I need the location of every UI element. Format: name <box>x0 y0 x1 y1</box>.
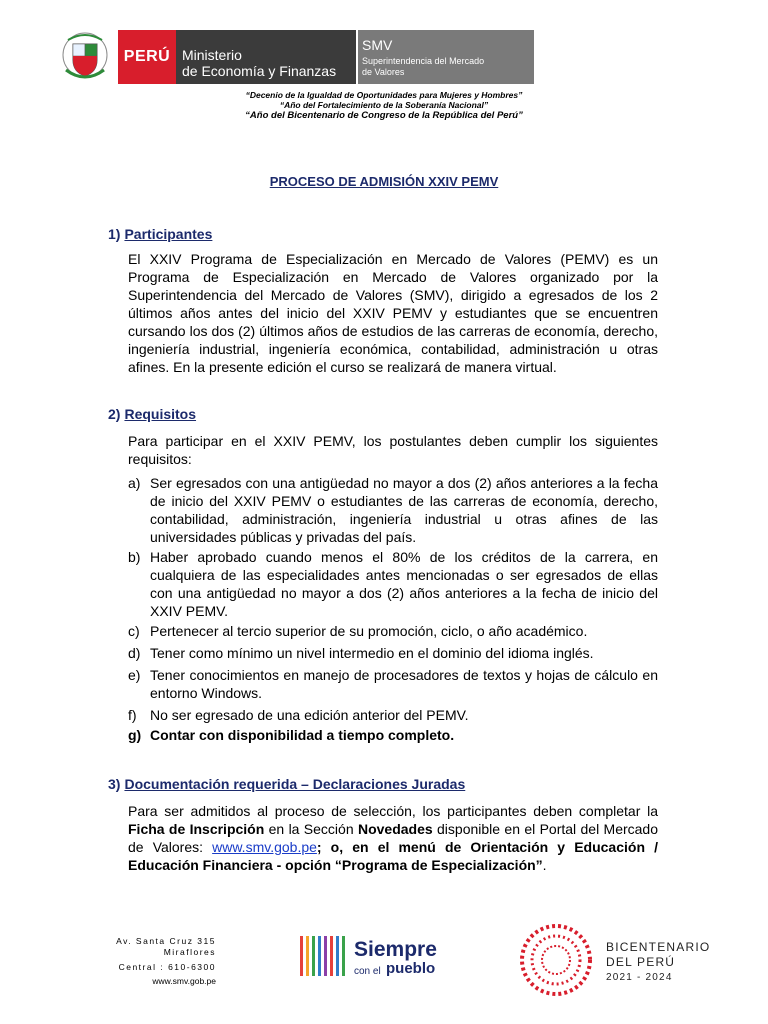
motto-line-2: “Año del Fortalecimiento de la Soberanía Nacional” <box>279 100 489 110</box>
section-number: 1) <box>108 226 121 242</box>
section-number: 3) <box>108 776 121 792</box>
section-heading-participantes <box>108 226 212 242</box>
section-label: Documentación requerida – Declaraciones Juradas <box>124 776 466 792</box>
novedades-text: Novedades <box>357 821 433 837</box>
footer-address-line1: Av. Santa Cruz 315 <box>116 936 216 946</box>
item-text: Contar con disponibilidad a tiempo completo. <box>150 727 455 743</box>
participantes-paragraph: El XXIV Programa de Especialización en Mercado de Valores (PEMV) es un Programa de Especialización en Mercado de Valores organizado por la Superintendencia del Mercado de Valores (SMV), dirigido a egresados de los 2 últimos años antes del inicio del XXIV PEMV y estudiantes que se encuentren cursando los dos (2) últimos años de estudios de las carreras de economía, derecho, ingeniería industrial, ingeniería económica, contabilidad, administración u otras afines. En la presente edición el curso se realizará de manera virtual. <box>128 251 658 375</box>
list-item <box>128 726 658 744</box>
item-letter: a) <box>128 475 141 491</box>
mef-line1: Ministerio <box>182 47 242 63</box>
footer-website-link[interactable]: www.smv.gob.pe <box>152 976 216 986</box>
item-letter: g) <box>128 727 142 743</box>
siempre-text: Siempre <box>354 938 437 961</box>
smv-brand-block <box>358 30 534 84</box>
footer-phone: Central : 610-6300 <box>118 962 216 972</box>
item-text: Tener como mínimo un nivel intermedio en el dominio del idioma inglés. <box>150 645 594 661</box>
text-run: . <box>542 857 547 873</box>
smv-label: SMV <box>362 37 393 53</box>
text-run: Para ser admitidos al proceso de selección, los participantes deben completar la <box>128 803 658 819</box>
smv-subtitle-line2: de Valores <box>362 67 405 77</box>
page-title: PROCESO DE ADMISIÓN XXIV PEMV <box>269 174 499 189</box>
item-text: Pertenecer al tercio superior de su promoción, ciclo, o año académico. <box>150 623 588 639</box>
motto-line-1: “Decenio de la Igualdad de Oportunidades para Mujeres y Hombres” <box>245 90 523 100</box>
requisitos-intro: Para participar en el XXIV PEMV, los postulantes deben cumplir los siguientes requisitos: <box>128 433 658 467</box>
ficha-inscripcion-text: Ficha de Inscripción <box>128 821 265 837</box>
item-letter: f) <box>128 707 137 723</box>
section-label: Participantes <box>124 226 213 242</box>
list-item <box>128 622 658 640</box>
item-letter: e) <box>128 667 141 683</box>
smv-subtitle-line1: Superintendencia del Mercado <box>362 56 485 66</box>
list-item <box>128 644 658 662</box>
item-text: Haber aprobado cuando menos el 80% de los créditos de la carrera, en cualquiera de las especialidades antes mencionadas o ser egresados de ellas con una antigüedad no mayor a dos (2) años anteriores a la fecha de inicio del XXIV PEMV. <box>150 549 658 619</box>
footer-address-line2: Miraflores <box>163 947 216 957</box>
item-text: No ser egresado de una edición anterior del PEMV. <box>150 707 469 723</box>
peru-brand-block <box>118 30 176 84</box>
pueblo-text: pueblo <box>386 960 436 977</box>
motto-line-3: “Año del Bicentenario de Congreso de la República del Perú” <box>245 110 523 121</box>
peru-label: PERÚ <box>123 48 171 65</box>
bicentenario-line2: DEL PERÚ <box>606 955 676 969</box>
menu-path-text: ; o, en el menú de Orientación y Educación / Educación Financiera - opción “Programa de Especialización” <box>128 839 659 873</box>
item-text: Ser egresados con una antigüedad no mayor a dos (2) años anteriores a la fecha de inicio del XXIV PEMV o estudiantes de las carreras de economía, derecho, contabilidad, administración, ingeniería industrial u otras afines de las universidades públicas y privadas del país. <box>150 475 658 545</box>
siempre-con-el-pueblo-logo <box>298 932 448 982</box>
item-text: Tener conocimientos en manejo de procesadores de textos y hojas de cálculo en entorno Windows. <box>150 667 658 701</box>
item-letter: c) <box>128 623 140 639</box>
bicentenario-years: 2021 - 2024 <box>606 972 673 983</box>
section-label: Requisitos <box>124 406 197 422</box>
bicentenario-line1: BICENTENARIO <box>606 940 711 954</box>
item-letter: b) <box>128 549 141 565</box>
mef-line2: de Economía y Finanzas <box>182 63 337 79</box>
bicentenario-emblem-icon <box>518 922 594 998</box>
section-heading-requisitos <box>108 406 196 422</box>
smv-portal-link[interactable]: www.smv.gob.pe <box>212 839 317 855</box>
section-number: 2) <box>108 406 121 422</box>
text-run: en la Sección <box>264 821 358 837</box>
bicentenario-text-block <box>606 940 710 985</box>
mef-brand-block <box>176 30 356 84</box>
list-item <box>128 548 658 620</box>
list-item <box>128 666 658 702</box>
list-item <box>128 706 658 724</box>
section-heading-documentacion <box>108 776 465 792</box>
item-letter: d) <box>128 645 141 661</box>
list-item <box>128 474 658 546</box>
con-el-text: con el <box>354 966 381 977</box>
text-run: disponible en el Portal del Mercado de Valores: <box>128 821 659 855</box>
peru-coat-of-arms-icon <box>60 30 110 88</box>
documentacion-paragraph <box>128 802 658 874</box>
